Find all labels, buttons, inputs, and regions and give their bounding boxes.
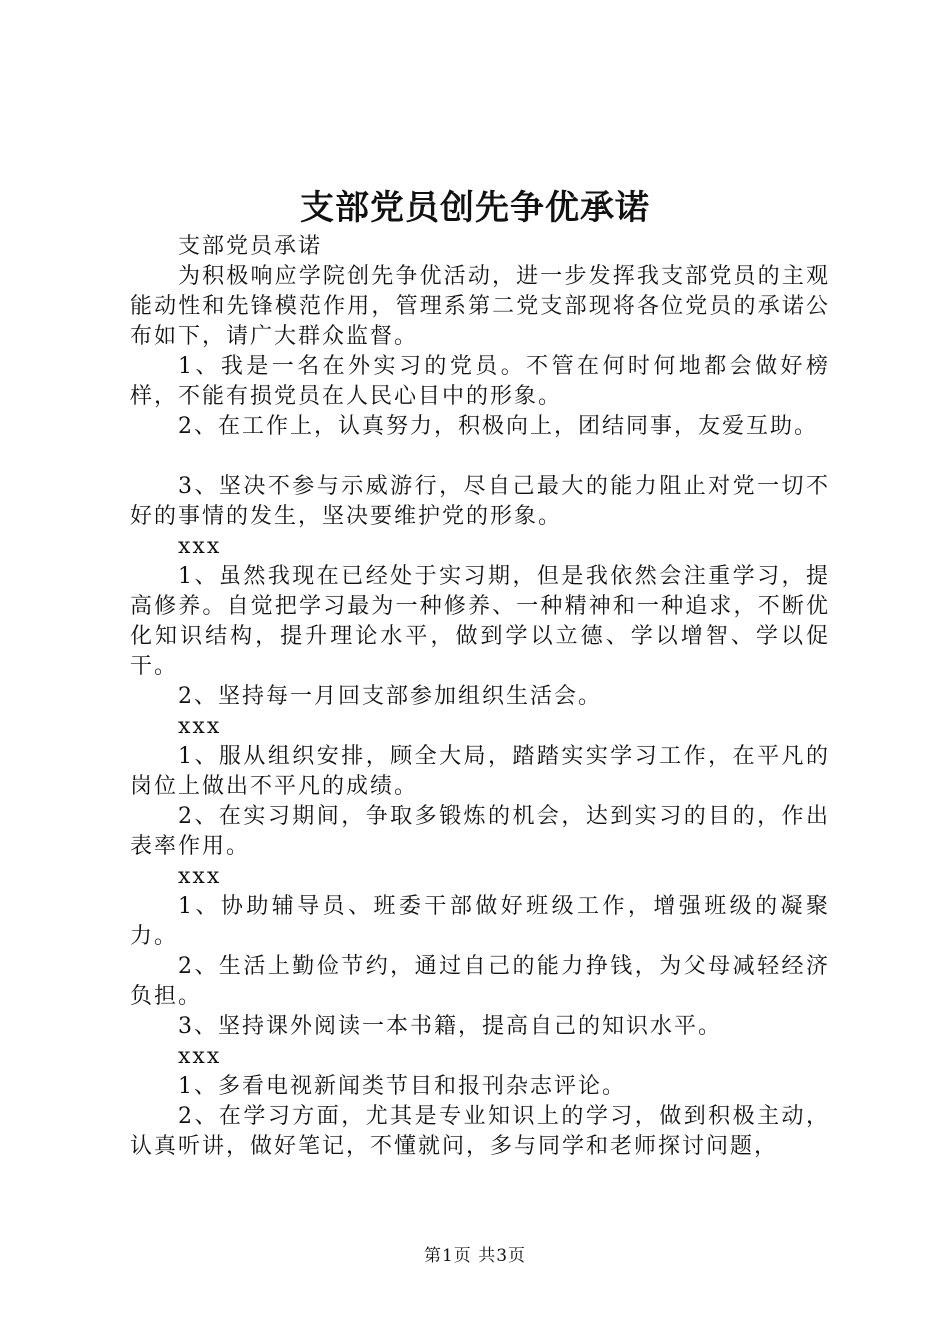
document-title: 支部党员创先争优承诺 <box>300 188 650 228</box>
paragraph: 1、服从组织安排，顾全大局，踏踏实实学习工作，在平凡的岗位上做出不平凡的成绩。 <box>130 744 830 799</box>
section-heading: 支部党员承诺 <box>178 234 323 259</box>
paragraph: 2、在学习方面，尤其是专业知识上的学习，做到积极主动，认真听讲，做好笔记，不懂就问，多与同学和老师探讨问题， <box>130 1104 830 1159</box>
document-body <box>130 232 830 1162</box>
member-name: xxx <box>178 534 222 559</box>
paragraph: 2、在工作上，认真努力，积极向上，团结同事，友爱互助。 <box>178 414 818 439</box>
paragraph: 2、在实习期间，争取多锻炼的机会，达到实习的目的，作出表率作用。 <box>130 804 830 859</box>
paragraph: 2、生活上勤俭节约，通过自己的能力挣钱，为父母减轻经济负担。 <box>130 954 830 1009</box>
member-name: xxx <box>178 1044 222 1069</box>
paragraph: 1、协助辅导员、班委干部做好班级工作，增强班级的凝聚力。 <box>130 894 830 949</box>
page-footer: 第1页 共3页 <box>423 1246 527 1266</box>
member-name: xxx <box>178 714 222 739</box>
paragraph: 2、坚持每一月回支部参加组织生活会。 <box>178 684 602 709</box>
paragraph: 1、我是一名在外实习的党员。不管在何时何地都会做好榜样，不能有损党员在人民心目中的形象。 <box>130 354 830 409</box>
paragraph: 3、坚持课外阅读一本书籍，提高自己的知识水平。 <box>178 1014 722 1039</box>
paragraph: 1、多看电视新闻类节目和报刊杂志评论。 <box>178 1074 626 1099</box>
paragraph: 1、虽然我现在已经处于实习期，但是我依然会注重学习，提高修养。自觉把学习最为一种修养、一种精神和一种追求，不断优化知识结构，提升理论水平，做到学以立德、学以增智、学以促干。 <box>130 564 830 679</box>
member-name: xxx <box>178 864 222 889</box>
paragraph: 3、坚决不参与示威游行，尽自己最大的能力阻止对党一切不好的事情的发生，坚决要维护党的形象。 <box>130 474 830 529</box>
paragraph: 为积极响应学院创先争优活动，进一步发挥我支部党员的主观能动性和先锋模范作用，管理系第二党支部现将各位党员的承诺公布如下，请广大群众监督。 <box>130 264 830 349</box>
